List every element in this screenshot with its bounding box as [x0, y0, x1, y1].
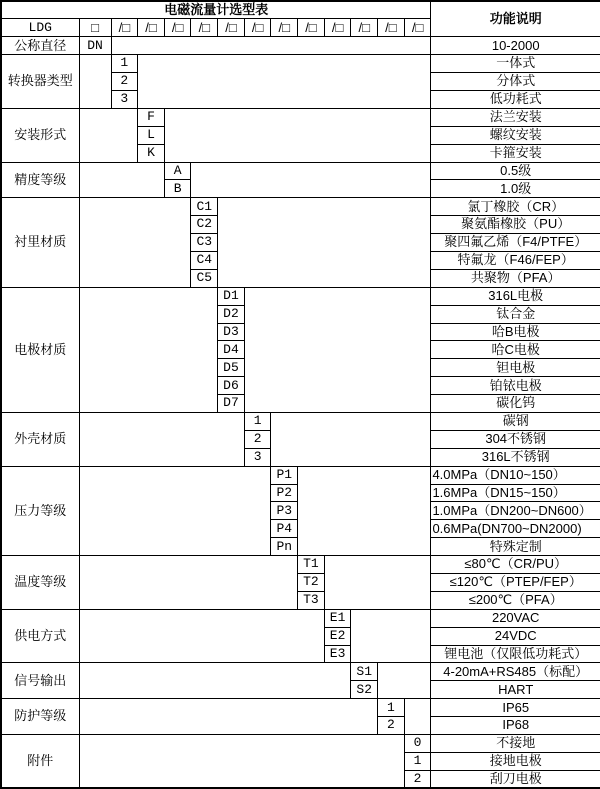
category-protection-rating: 防护等级 — [1, 699, 79, 735]
code-cell: 3 — [111, 90, 138, 108]
spacer-cell — [244, 287, 431, 412]
spacer-cell — [79, 162, 164, 198]
category-pressure-rating: 压力等级 — [1, 466, 79, 555]
model-slot-box: /□ — [404, 19, 431, 37]
desc-cell: 316L不锈钢 — [431, 448, 600, 466]
desc-cell: 接地电极 — [431, 752, 600, 770]
desc-cell: 0.6MPa(DN700~DN2000) — [431, 520, 600, 538]
desc-cell: 螺纹安装 — [431, 126, 600, 144]
spacer-cell — [218, 198, 431, 287]
model-slot-box: /□ — [298, 19, 325, 37]
desc-cell: 氯丁橡胶（CR） — [431, 198, 600, 216]
spacer-cell — [79, 556, 298, 610]
desc-cell: ≤200℃（PFA） — [431, 591, 600, 609]
category-housing-material: 外壳材质 — [1, 412, 79, 466]
desc-cell: 4.0MPa（DN10~150） — [431, 466, 600, 484]
desc-cell: 4-20mA+RS485（标配） — [431, 663, 600, 681]
spacer-cell — [79, 699, 378, 735]
desc-cell: 特氟龙（F46/FEP） — [431, 251, 600, 269]
desc-cell: 哈B电极 — [431, 323, 600, 341]
desc-cell: 聚氨酯橡胶（PU） — [431, 216, 600, 234]
spacer-cell — [271, 412, 431, 466]
spacer-cell — [298, 466, 431, 555]
model-slot-box: /□ — [111, 19, 138, 37]
desc-cell: 卡箍安装 — [431, 144, 600, 162]
desc-cell: 220VAC — [431, 609, 600, 627]
code-cell: C4 — [191, 251, 218, 269]
model-slot-box: /□ — [164, 19, 191, 37]
code-cell: 2 — [404, 770, 431, 788]
desc-cell: 哈C电极 — [431, 341, 600, 359]
model-prefix: LDG — [1, 19, 79, 37]
spacer-cell — [324, 556, 431, 610]
spacer-cell — [79, 412, 244, 466]
code-cell: D3 — [218, 323, 245, 341]
code-cell: F — [138, 108, 165, 126]
desc-cell: 24VDC — [431, 627, 600, 645]
category-accessories: 附件 — [1, 735, 79, 789]
table-title: 电磁流量计选型表 — [1, 1, 431, 19]
category-temperature-rating: 温度等级 — [1, 556, 79, 610]
code-cell: D2 — [218, 305, 245, 323]
code-cell: 2 — [244, 430, 271, 448]
spacer-cell — [164, 108, 431, 162]
category-accuracy-grade: 精度等级 — [1, 162, 79, 198]
code-cell: 1 — [111, 55, 138, 73]
model-slot-box: /□ — [378, 19, 405, 37]
spacer-cell — [79, 287, 218, 412]
category-installation-type: 安装形式 — [1, 108, 79, 162]
desc-cell: 共聚物（PFA） — [431, 269, 600, 287]
code-cell: P3 — [271, 502, 298, 520]
code-cell: D1 — [218, 287, 245, 305]
function-description-header: 功能说明 — [431, 1, 600, 37]
desc-cell: 1.0级 — [431, 180, 600, 198]
model-digit-box: □ — [79, 19, 111, 37]
code-cell: 1 — [244, 412, 271, 430]
desc-cell: 铂铱电极 — [431, 377, 600, 395]
spacer-cell — [378, 663, 431, 699]
code-cell: A — [164, 162, 191, 180]
spacer-cell — [404, 699, 431, 735]
desc-cell: ≤80℃（CR/PU） — [431, 556, 600, 574]
spacer-cell — [79, 609, 324, 663]
spacer-cell — [138, 55, 431, 109]
desc-cell: 钛合金 — [431, 305, 600, 323]
model-slot-box: /□ — [138, 19, 165, 37]
model-slot-box: /□ — [351, 19, 378, 37]
code-cell: 1 — [378, 699, 405, 717]
category-power-supply: 供电方式 — [1, 609, 79, 663]
spacer-cell — [79, 108, 138, 162]
spacer-cell — [111, 37, 431, 55]
spacer-cell — [79, 735, 404, 789]
desc-cell: 316L电极 — [431, 287, 600, 305]
model-slot-box: /□ — [218, 19, 245, 37]
desc-cell: 一体式 — [431, 55, 600, 73]
spacer-cell — [79, 466, 271, 555]
category-signal-output: 信号输出 — [1, 663, 79, 699]
desc-cell: 钽电极 — [431, 359, 600, 377]
code-cell: E3 — [324, 645, 351, 663]
desc-cell: 聚四氟乙烯（F4/PTFE） — [431, 234, 600, 252]
spacer-cell — [79, 663, 351, 699]
category-converter-type: 转换器类型 — [1, 55, 79, 109]
desc-cell: 0.5级 — [431, 162, 600, 180]
category-electrode-material: 电极材质 — [1, 287, 79, 412]
spacer-cell — [191, 162, 431, 198]
desc-cell: HART — [431, 681, 600, 699]
code-cell: C3 — [191, 234, 218, 252]
model-slot-box: /□ — [324, 19, 351, 37]
code-cell: 1 — [404, 752, 431, 770]
desc-cell: ≤120℃（PTEP/FEP） — [431, 574, 600, 592]
code-cell: S2 — [351, 681, 378, 699]
desc-cell: 10-2000 — [431, 37, 600, 55]
desc-cell: 刮刀电极 — [431, 770, 600, 788]
code-cell: 2 — [378, 717, 405, 735]
code-cell: K — [138, 144, 165, 162]
category-nominal-diameter: 公称直径 — [1, 37, 79, 55]
code-cell: P1 — [271, 466, 298, 484]
desc-cell: 法兰安装 — [431, 108, 600, 126]
code-cell: DN — [79, 37, 111, 55]
code-cell: P2 — [271, 484, 298, 502]
code-cell: E2 — [324, 627, 351, 645]
desc-cell: 低功耗式 — [431, 90, 600, 108]
code-cell: L — [138, 126, 165, 144]
code-cell: T3 — [298, 591, 325, 609]
desc-cell: 特殊定制 — [431, 538, 600, 556]
model-slot-box: /□ — [244, 19, 271, 37]
code-cell: 0 — [404, 735, 431, 753]
desc-cell: 碳化钨 — [431, 395, 600, 413]
code-cell: Pn — [271, 538, 298, 556]
desc-cell: 分体式 — [431, 73, 600, 91]
spacer-cell — [79, 198, 191, 287]
code-cell: B — [164, 180, 191, 198]
code-cell: C1 — [191, 198, 218, 216]
code-cell: D4 — [218, 341, 245, 359]
code-cell: E1 — [324, 609, 351, 627]
code-cell: T2 — [298, 574, 325, 592]
code-cell: D6 — [218, 377, 245, 395]
desc-cell: IP68 — [431, 717, 600, 735]
code-cell: C5 — [191, 269, 218, 287]
desc-cell: IP65 — [431, 699, 600, 717]
model-slot-box: /□ — [271, 19, 298, 37]
desc-cell: 1.6MPa（DN15~150） — [431, 484, 600, 502]
desc-cell: 不接地 — [431, 735, 600, 753]
desc-cell: 锂电池（仅限低功耗式） — [431, 645, 600, 663]
code-cell: D7 — [218, 395, 245, 413]
desc-cell: 304不锈钢 — [431, 430, 600, 448]
code-cell: D5 — [218, 359, 245, 377]
code-cell: T1 — [298, 556, 325, 574]
code-cell: S1 — [351, 663, 378, 681]
desc-cell: 碳钢 — [431, 412, 600, 430]
code-cell: P4 — [271, 520, 298, 538]
category-liner-material: 衬里材质 — [1, 198, 79, 287]
code-cell: 3 — [244, 448, 271, 466]
spacer-cell — [79, 55, 111, 109]
desc-cell: 1.0MPa（DN200~DN600） — [431, 502, 600, 520]
spacer-cell — [351, 609, 431, 663]
code-cell: C2 — [191, 216, 218, 234]
model-slot-box: /□ — [191, 19, 218, 37]
code-cell: 2 — [111, 73, 138, 91]
